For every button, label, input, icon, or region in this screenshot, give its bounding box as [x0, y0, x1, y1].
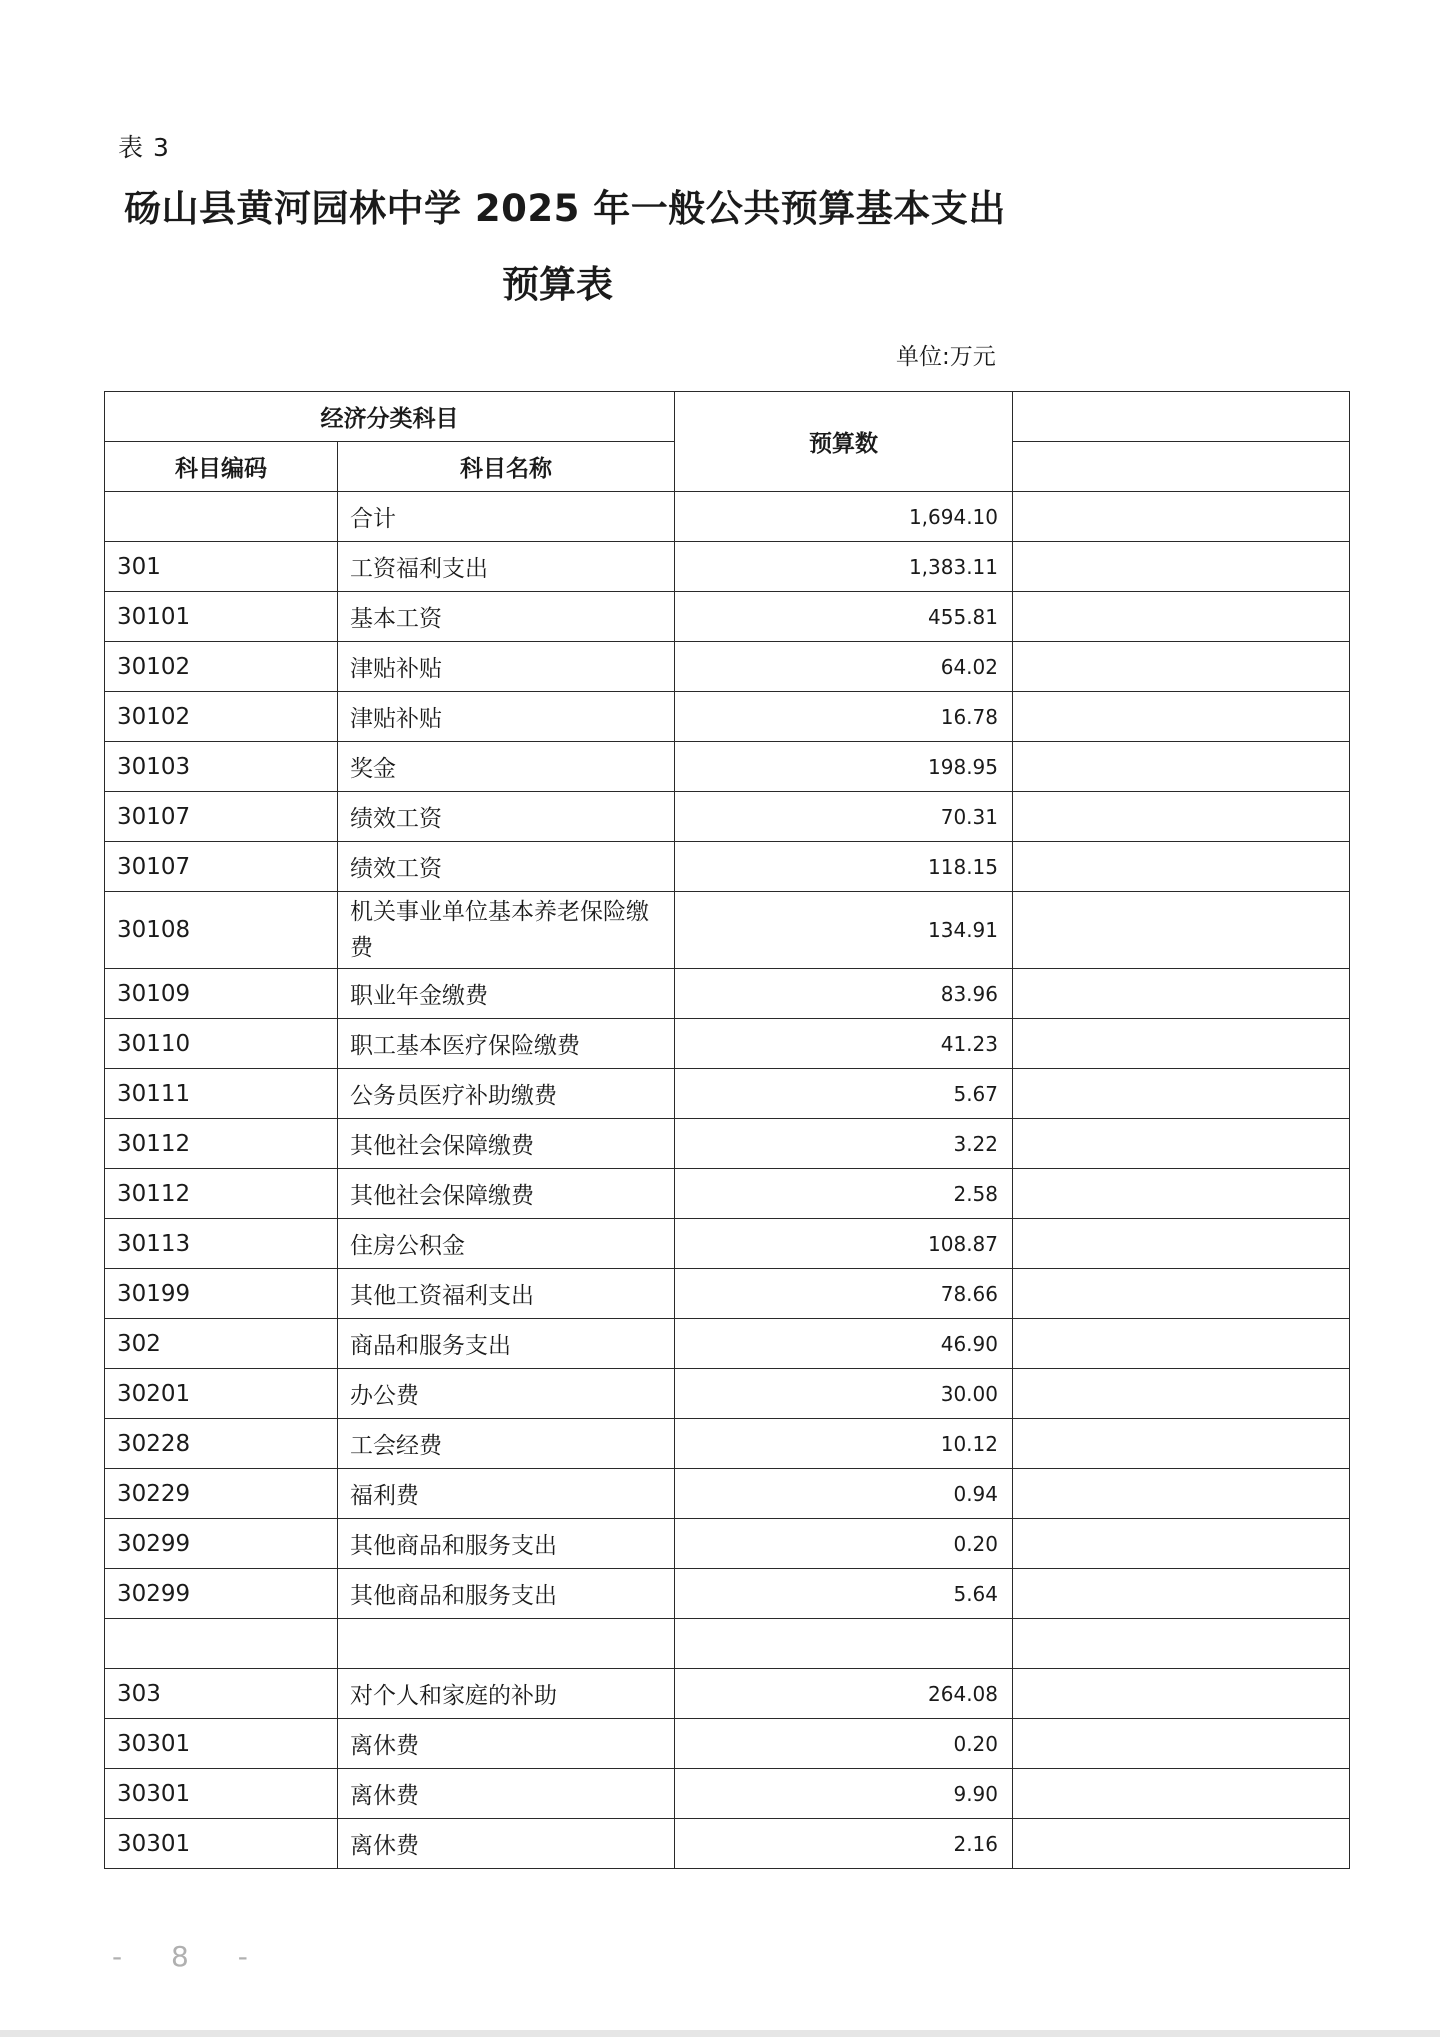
- cell-name: 津贴补贴: [338, 642, 675, 692]
- cell-code: 30229: [105, 1469, 338, 1519]
- cell-amount: 41.23: [675, 1019, 1013, 1069]
- cell-blank: [1013, 642, 1350, 692]
- cell-amount: 5.67: [675, 1069, 1013, 1119]
- table-row: [105, 1319, 1350, 1369]
- cell-amount: 16.78: [675, 692, 1013, 742]
- cell-amount: 10.12: [675, 1419, 1013, 1469]
- cell-blank: [1013, 792, 1350, 842]
- cell-blank: [1013, 542, 1350, 592]
- cell-code: 30111: [105, 1069, 338, 1119]
- blank-header-cell: [1013, 442, 1350, 492]
- table-row: [105, 592, 1350, 642]
- blank-header-cell: [1013, 392, 1350, 442]
- cell-blank: [1013, 1269, 1350, 1319]
- budget-table: [104, 391, 1350, 1869]
- table-body: [105, 492, 1350, 1869]
- cell-blank: [1013, 1619, 1350, 1669]
- bottom-edge: [0, 2030, 1440, 2037]
- cell-blank: [1013, 842, 1350, 892]
- cell-blank: [1013, 1319, 1350, 1369]
- cell-amount: 108.87: [675, 1219, 1013, 1269]
- cell-code: [105, 492, 338, 542]
- table-row: [105, 1719, 1350, 1769]
- cell-blank: [1013, 1419, 1350, 1469]
- page-number: - 8 -: [112, 1940, 268, 1973]
- cell-blank: [1013, 969, 1350, 1019]
- cell-code: 30301: [105, 1719, 338, 1769]
- cell-blank: [1013, 892, 1350, 969]
- cell-code: 30299: [105, 1569, 338, 1619]
- cell-amount: 1,383.11: [675, 542, 1013, 592]
- cell-blank: [1013, 692, 1350, 742]
- cell-name: 机关事业单位基本养老保险缴费: [338, 892, 675, 969]
- table-row: [105, 1069, 1350, 1119]
- table-row: [105, 1519, 1350, 1569]
- table-row: [105, 1569, 1350, 1619]
- cell-code: 30228: [105, 1419, 338, 1469]
- cell-name: 其他商品和服务支出: [338, 1569, 675, 1619]
- table-label: 表 3: [118, 133, 170, 162]
- table-row: [105, 842, 1350, 892]
- table-row: [105, 1669, 1350, 1719]
- cell-code: 30113: [105, 1219, 338, 1269]
- table-row: [105, 969, 1350, 1019]
- cell-blank: [1013, 1119, 1350, 1169]
- cell-blank: [1013, 1569, 1350, 1619]
- cell-amount: 1,694.10: [675, 492, 1013, 542]
- cell-code: 30199: [105, 1269, 338, 1319]
- cell-name: 基本工资: [338, 592, 675, 642]
- table-row: [105, 1369, 1350, 1419]
- table-row: [105, 892, 1350, 969]
- cell-code: 30201: [105, 1369, 338, 1419]
- table-row: [105, 542, 1350, 592]
- cell-name: 住房公积金: [338, 1219, 675, 1269]
- cell-code: 30299: [105, 1519, 338, 1569]
- cell-blank: [1013, 1519, 1350, 1569]
- cell-name: 离休费: [338, 1719, 675, 1769]
- cell-name: 其他社会保障缴费: [338, 1169, 675, 1219]
- cell-amount: 78.66: [675, 1269, 1013, 1319]
- table-row: [105, 742, 1350, 792]
- table-row: [105, 1169, 1350, 1219]
- cell-blank: [1013, 1769, 1350, 1819]
- cell-amount: 5.64: [675, 1569, 1013, 1619]
- cell-blank: [1013, 742, 1350, 792]
- cell-blank: [1013, 1369, 1350, 1419]
- code-header: 科目编码: [105, 442, 338, 492]
- cell-name: 商品和服务支出: [338, 1319, 675, 1369]
- cell-code: 302: [105, 1319, 338, 1369]
- table-row: [105, 1219, 1350, 1269]
- cell-amount: 455.81: [675, 592, 1013, 642]
- table-row: [105, 492, 1350, 542]
- cell-amount: 9.90: [675, 1769, 1013, 1819]
- cell-amount: 83.96: [675, 969, 1013, 1019]
- cell-code: 303: [105, 1669, 338, 1719]
- cell-amount: 70.31: [675, 792, 1013, 842]
- cell-code: 30102: [105, 642, 338, 692]
- cell-amount: 0.94: [675, 1469, 1013, 1519]
- cell-blank: [1013, 1069, 1350, 1119]
- cell-name: 福利费: [338, 1469, 675, 1519]
- table-row: [105, 1419, 1350, 1469]
- cell-name: 其他商品和服务支出: [338, 1519, 675, 1569]
- cell-name: 工资福利支出: [338, 542, 675, 592]
- cell-name: 职工基本医疗保险缴费: [338, 1019, 675, 1069]
- table-row: [105, 1769, 1350, 1819]
- cell-code: [105, 1619, 338, 1669]
- cell-blank: [1013, 492, 1350, 542]
- table-row: [105, 692, 1350, 742]
- cell-amount: 0.20: [675, 1719, 1013, 1769]
- cell-name: 办公费: [338, 1369, 675, 1419]
- cell-name: 绩效工资: [338, 792, 675, 842]
- cell-code: 30108: [105, 892, 338, 969]
- cell-amount: 2.16: [675, 1819, 1013, 1869]
- cell-name: 其他工资福利支出: [338, 1269, 675, 1319]
- cell-amount: 64.02: [675, 642, 1013, 692]
- table-row: [105, 1269, 1350, 1319]
- table-row: [105, 1119, 1350, 1169]
- cell-blank: [1013, 592, 1350, 642]
- cell-amount: 46.90: [675, 1319, 1013, 1369]
- table-row: [105, 1819, 1350, 1869]
- cell-blank: [1013, 1819, 1350, 1869]
- unit-label: 单位:万元: [896, 344, 996, 370]
- cell-code: 30112: [105, 1169, 338, 1219]
- cell-code: 30301: [105, 1769, 338, 1819]
- cell-amount: 30.00: [675, 1369, 1013, 1419]
- cell-code: 30103: [105, 742, 338, 792]
- cell-blank: [1013, 1669, 1350, 1719]
- cell-amount: 118.15: [675, 842, 1013, 892]
- cell-name: 津贴补贴: [338, 692, 675, 742]
- cell-amount: 2.58: [675, 1169, 1013, 1219]
- cell-amount: 198.95: [675, 742, 1013, 792]
- cell-name: 合计: [338, 492, 675, 542]
- cell-name: 绩效工资: [338, 842, 675, 892]
- cell-name: 职业年金缴费: [338, 969, 675, 1019]
- cell-blank: [1013, 1719, 1350, 1769]
- cell-name: 对个人和家庭的补助: [338, 1669, 675, 1719]
- table-row: [105, 792, 1350, 842]
- cell-name: 工会经费: [338, 1419, 675, 1469]
- cell-name: 其他社会保障缴费: [338, 1119, 675, 1169]
- page-title: 砀山县黄河园林中学 2025 年一般公共预算基本支出: [124, 187, 1006, 230]
- cell-name: [338, 1619, 675, 1669]
- cell-code: 30107: [105, 792, 338, 842]
- cell-code: 30101: [105, 592, 338, 642]
- cell-blank: [1013, 1019, 1350, 1069]
- cell-blank: [1013, 1219, 1350, 1269]
- cell-code: 30301: [105, 1819, 338, 1869]
- cell-code: 301: [105, 542, 338, 592]
- cell-code: 30102: [105, 692, 338, 742]
- amount-header: 预算数: [675, 392, 1013, 492]
- name-header: 科目名称: [338, 442, 675, 492]
- cell-amount: 3.22: [675, 1119, 1013, 1169]
- cell-name: 离休费: [338, 1769, 675, 1819]
- cell-code: 30110: [105, 1019, 338, 1069]
- cell-code: 30112: [105, 1119, 338, 1169]
- table-row: [105, 642, 1350, 692]
- cell-amount: 0.20: [675, 1519, 1013, 1569]
- cell-code: 30109: [105, 969, 338, 1019]
- table-row: [105, 1469, 1350, 1519]
- cell-name: 公务员医疗补助缴费: [338, 1069, 675, 1119]
- cell-amount: 264.08: [675, 1669, 1013, 1719]
- cell-blank: [1013, 1169, 1350, 1219]
- page-title-line2: 预算表: [502, 263, 613, 306]
- cell-code: 30107: [105, 842, 338, 892]
- cell-blank: [1013, 1469, 1350, 1519]
- cell-name: 离休费: [338, 1819, 675, 1869]
- group-header: 经济分类科目: [105, 392, 675, 442]
- table-row: [105, 1019, 1350, 1069]
- cell-name: 奖金: [338, 742, 675, 792]
- table-row: [105, 1619, 1350, 1669]
- cell-amount: [675, 1619, 1013, 1669]
- cell-amount: 134.91: [675, 892, 1013, 969]
